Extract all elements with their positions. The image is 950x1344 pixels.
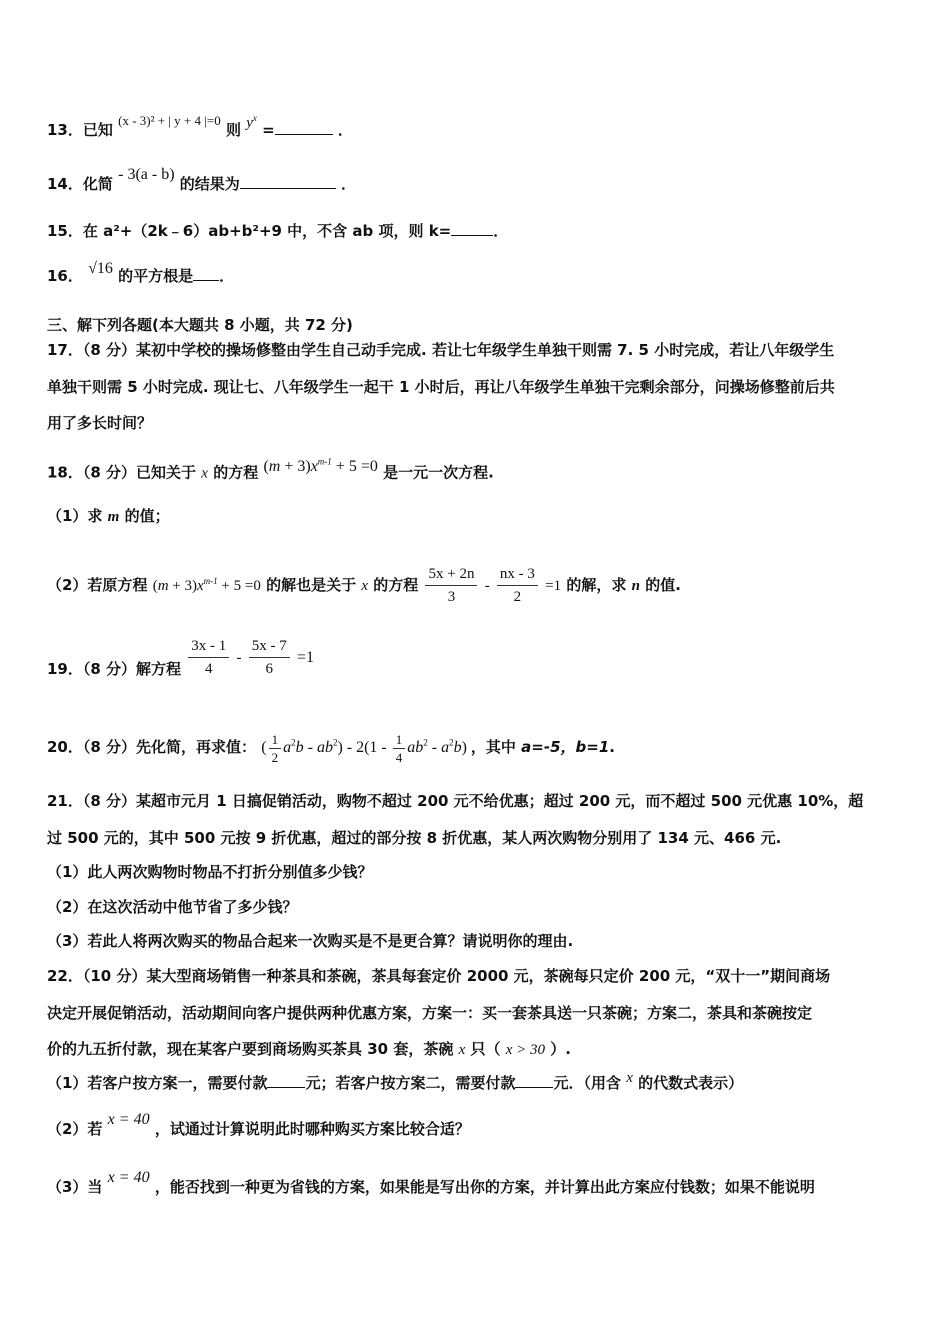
q18-frac1-denominator: 3 <box>447 589 456 605</box>
q14-answer-blank <box>240 174 336 189</box>
q18-p2-prefix: （2）若原方程 <box>47 576 148 594</box>
q13-end: ． <box>337 121 353 139</box>
question-19 <box>47 638 315 692</box>
q21-line-2: 过 500 元的，其中 500 元按 9 折优惠，超过的部分按 8 折优惠，某人两次购物分别用了 134 元、466 元. <box>47 829 782 847</box>
q16-prefix: 16． <box>47 267 83 285</box>
q20-expression: ( $\frac{1}{2}$ $a^2b - ab^2) - 2(1$ - $\frac{1}{4}$ $ab^2 - a^2b$) <box>261 732 471 765</box>
q13-formula: (x - 3)² + | y + 4 |=0 <box>118 113 221 128</box>
q22-part-1 <box>47 1070 744 1094</box>
question-20 <box>47 731 615 766</box>
q22-p2-prefix: （2）若 <box>47 1120 103 1138</box>
q22-p1-b: 元；若客户按方案二，需要付款 <box>305 1074 516 1092</box>
q18-p2-end: 的值. <box>645 576 681 594</box>
q18-p2-mid: 的解也是关于 <box>266 576 357 594</box>
q18-part-2 <box>47 563 681 608</box>
question-15 <box>47 221 508 241</box>
q18-p2-tail: 的解，求 <box>566 576 627 594</box>
q22-p1-c: 元．（用含 <box>553 1074 621 1092</box>
q18-p2-var-n: n <box>631 578 640 594</box>
q18-p2-mid2: 的方程 <box>373 576 419 594</box>
q22-p3-condition: x = 40 <box>107 1169 150 1186</box>
q18-part-1 <box>47 506 170 527</box>
q14-prefix: 14．化简 <box>47 175 113 193</box>
q17-line-2: 单独干则需 5 小时完成. 现让七、八年级学生一起干 1 小时后，再让八年级学生单独干完剩余部分，问操场修整前后共 <box>47 378 835 396</box>
q22-part-2 <box>47 1111 470 1140</box>
q18-fraction-2 <box>497 563 538 608</box>
q19-rhs: =1 <box>296 649 315 666</box>
q22-line-1: 22．（10 分）某大型商场销售一种茶具和茶碗，茶具每套定价 2000 元，茶碗每只定价 200 元，“双十一”期间商场 <box>47 967 831 985</box>
question-14 <box>47 166 357 195</box>
q13-then: 则 <box>225 121 241 139</box>
q13-prefix: 13．已知 <box>47 121 113 139</box>
q22-p1-a: （1）若客户按方案一，需要付款 <box>47 1074 268 1092</box>
q18-frac1-numerator: 5x + 2n <box>425 563 477 586</box>
q16-end: ． <box>219 267 235 285</box>
q18-p2-var-x: x <box>361 578 368 594</box>
q22-line3-end: ）. <box>550 1040 571 1058</box>
q15-end: ． <box>493 222 509 240</box>
q22-p2-condition: x = 40 <box>107 1111 150 1128</box>
q14-formula: - 3(a - b) <box>118 166 175 183</box>
q22-p1-blank-1 <box>267 1073 305 1088</box>
q17-line-3: 用了多长时间？ <box>47 414 153 432</box>
q22-p1-d: 的代数式表示） <box>638 1074 744 1092</box>
q21-part-2: （2）在这次活动中他节省了多少钱？ <box>47 898 298 916</box>
q20-end: . <box>609 738 615 757</box>
q18-p2-equation: $(m + 3)x^{m-1} + 5 =0$ <box>152 576 261 594</box>
q14-end: ． <box>341 175 357 193</box>
q21-part-1: （1）此人两次购物时物品不打折分别值多少钱？ <box>47 863 373 881</box>
q13-equals: = <box>262 121 275 139</box>
q18-p1-tail: 的值； <box>124 507 170 525</box>
q16-tail: 的平方根是 <box>118 267 194 285</box>
q22-line3-mid: 只（ <box>470 1040 501 1058</box>
q20-prefix: 20．（8 分）先化简，再求值： <box>47 738 257 757</box>
q22-line-3 <box>47 1039 571 1060</box>
q21-line-1: 21．（8 分）某超市元月 1 日搞促销活动，购物不超过 200 元不给优惠；超过 200 元，而不超过 500 元优惠 10%，超 <box>47 792 864 810</box>
q18-equation: $(m + 3)x^{m-1} + 5 =0$ <box>263 457 378 476</box>
q22-p1-blank-2 <box>515 1073 553 1088</box>
q18-prefix: 18．（8 分）已知关于 <box>47 463 197 482</box>
q19-fraction-1 <box>188 635 229 680</box>
q15-answer-blank <box>451 221 493 236</box>
q18-p1-var: m <box>107 509 120 525</box>
q13-answer-blank <box>275 120 333 135</box>
q19-frac1-numerator: 3x - 1 <box>188 635 229 658</box>
q18-frac2-numerator: nx - 3 <box>497 563 538 586</box>
q19-frac1-denominator: 4 <box>205 661 213 677</box>
q15-text: 15．在 a²+（2k﹣6）ab+b²+9 中，不含 ab 项，则 k= <box>47 222 452 240</box>
q19-prefix: 19．（8 分）解方程 <box>47 660 182 678</box>
q21-part-3: （3）若此人将两次购买的物品合起来一次购买是不是更合算？请说明你的理由. <box>47 932 574 950</box>
q22-part-3 <box>47 1169 815 1198</box>
q18-frac2-denominator: 2 <box>513 589 522 605</box>
q18-rhs: =1 <box>545 578 562 594</box>
q16-answer-blank <box>193 266 219 281</box>
q17-line-1: 17．（8 分）某初中学校的操场修整由学生自己动手完成. 若让七年级学生单独干则需 7. 5 小时完成，若让八年级学生 <box>47 341 835 359</box>
q20-condition: a=-5，b=1 <box>521 738 610 757</box>
question-16 <box>47 260 235 287</box>
question-18 <box>47 458 494 483</box>
q19-minus: - <box>236 650 242 666</box>
q22-line-2: 决定开展促销活动，活动期间向客户提供两种优惠方案，方案一：买一套茶具送一只茶碗；方案二，茶具和茶碗按定 <box>47 1004 813 1022</box>
q22-p2-tail: ，试通过计算说明此时哪种购买方案比较合适？ <box>154 1120 470 1138</box>
q19-frac2-denominator: 6 <box>265 661 273 677</box>
section-3-heading: 三、解下列各题(本大题共 8 小题，共 72 分) <box>47 316 353 334</box>
q18-var-x: x <box>201 465 208 482</box>
q22-p3-prefix: （3）当 <box>47 1178 103 1196</box>
q20-tail: ，其中 <box>470 738 516 757</box>
q18-fraction-1 <box>425 563 477 608</box>
q22-line3-prefix: 价的九五折付款，现在某客户要到商场购买茶具 30 套，茶碗 <box>47 1040 454 1058</box>
q19-fraction-2 <box>249 635 290 680</box>
q14-tail: 的结果为 <box>179 175 240 193</box>
q13-power: $y^x$ <box>246 113 257 131</box>
q16-formula: √16 <box>88 260 113 277</box>
q22-line3-var: x <box>458 1042 466 1058</box>
q18-tail: 是一元一次方程. <box>383 463 494 482</box>
q22-p3-tail: ，能否找到一种更为省钱的方案，如果能是写出你的方案，并计算出此方案应付钱数；如果不能说明 <box>154 1178 815 1196</box>
q18-mid: 的方程 <box>213 463 259 482</box>
question-13 <box>47 113 353 141</box>
q22-p1-var: x <box>626 1070 633 1086</box>
q19-frac2-numerator: 5x - 7 <box>249 635 290 658</box>
q18-minus: - <box>484 578 490 594</box>
q18-p1-prefix: （1）求 <box>47 507 103 525</box>
q22-line3-condition: x > 30 <box>505 1042 545 1058</box>
